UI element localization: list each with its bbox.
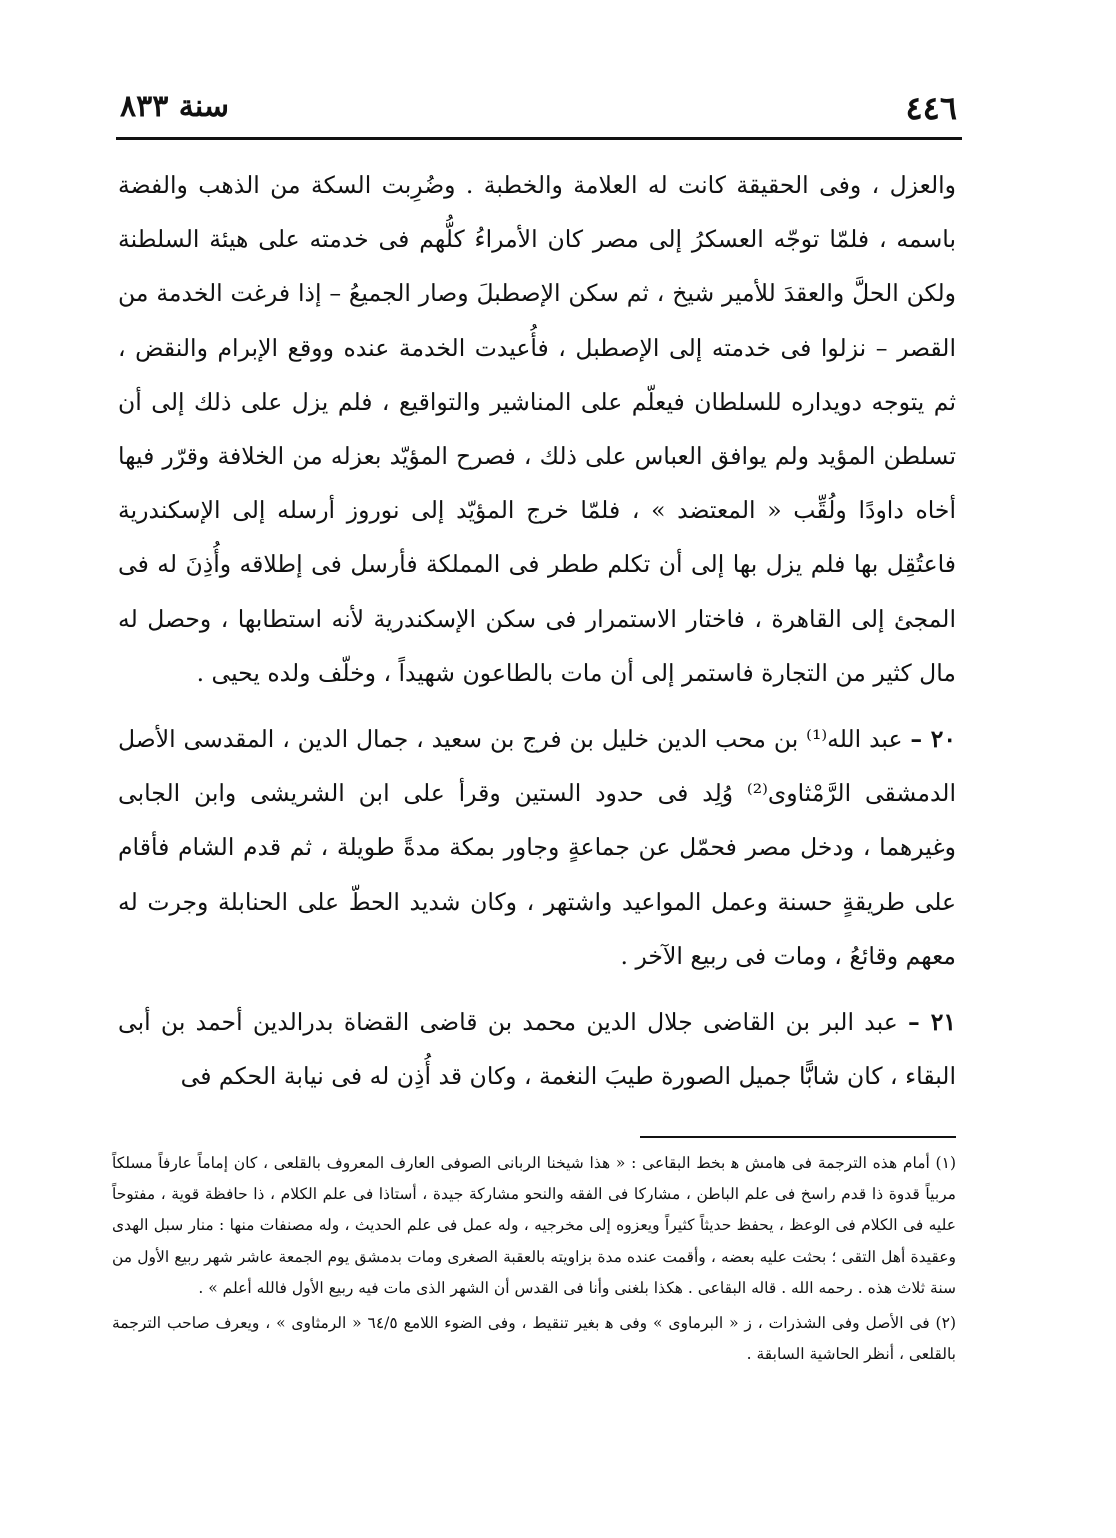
footnote-separator xyxy=(640,1136,956,1138)
page-number: ٤٤٦ xyxy=(905,89,957,127)
page-header xyxy=(116,86,961,130)
entry-number: ٢٠ – xyxy=(910,725,957,754)
paragraph-text: والعزل ، وفى الحقيقة كانت له العلامة والخطبة . وضُرِبت السكة من الذهب والفضة باسمه ، فلمّا توجّه العسكرُ إلى مصر كان الأمراءُ كلُّهم فى خدمته على هيئة السلطنة ولكن الحلَّ والعقدَ للأمير شيخ ، ثم سكن الإصطبلَ وصار الجميعُ – إذا فرغت الخدمة من القصر – نزلوا فى خدمته إلى الإصطبل ، فأُعيدت الخدمة عنده ووقع الإبرام والنقض ، ثم يتوجه دويداره للسلطان فيعلّم على المناشير والتواقيع ، فلم يزل على ذلك إلى أن تسلطن المؤيد ولم يوافق العباس على ذلك ، فصرح المؤيّد بعزله من الخلافة وقرّر فيها أخاه داودًا ولُقِّب « المعتضد » ، فلمّا خرج المؤيّد إلى نوروز أرسله إلى الإسكندرية فاعتُقِل بها فلم يزل بها إلى أن تكلم ططر فى المملكة فأرسل فى إطلاقه وأُذِنَ له فى المجئ إلى القاهرة ، فاختار الاستمرار فى سكن الإسكندرية لأنه استطابها ، وحصل له مال كثير من التجارة فاستمر إلى أن مات بالطاعون شهيداً ، وخلّف ولده يحيى . xyxy=(118,171,956,687)
main-text xyxy=(118,158,956,1103)
footnotes xyxy=(112,1148,956,1370)
entry-paragraph xyxy=(118,712,956,983)
entry-paragraph xyxy=(118,995,956,1103)
running-head-year: سنة ٨٣٣ xyxy=(120,89,230,124)
entry-number: ٢١ – xyxy=(908,1008,956,1037)
footnote: (٢) فى الأصل وفى الشذرات ، ز « البرماوى » وفى ﻫ بغير تنقيط ، وفى الضوء اللامع ٦٤/٥ « الرمثاوى » ، ويعرف صاحب الترجمة بالقلعى ، أنظر الحاشية السابقة . xyxy=(112,1314,956,1364)
footnote: (١) أمام هذه الترجمة فى هامش ﻫ بخط البقاعى : « هذا شيخنا الربانى الصوفى العارف المعروف بالقلعى ، كان إماماً عارفاً مسلكاً مربياً قدوة ذا قدم راسخ فى علم الباطن ، مشاركا فى الفقه والنحو مشاركة جيدة ، أستاذا فى علم الكلام ، ذا حافظة قوية ، مفتوحاً عليه فى الكلام فى الوعظ ، يحفظ حديثاً كثيراً ويعزوه إلى مخرجيه ، وله عمل فى علم الحديث ، وله مصنفات منها : منار سبل الهدى وعقيدة أهل التقى ؛ بحثت عليه بعضه ، وأقمت عنده مدة بزاويته بالعقبة الصغرى ومات بدمشق يوم الجمعة عاشر شهر ربيع الأول من سنة ثلاث هذه . رحمه الله . قاله البقاعى . هكذا بلغنى وأنا فى القدس أن الشهر الذى مات فيه ربيع الأول فالله أعلم » . xyxy=(112,1154,956,1297)
paragraph xyxy=(118,158,956,700)
paragraph-text: عبد البر بن القاضى جلال الدين محمد بن قاضى القضاة بدرالدين أحمد بن أبى البقاء ، كان شابًّا جميل الصورة طيبَ النغمة ، وكان قد أُذِن له فى نيابة الحكم فى xyxy=(118,1008,956,1091)
paragraph-text: عبد الله⁽¹⁾ بن محب الدين خليل بن فرج بن سعيد ، جمال الدين ، المقدسى الأصل الدمشقى الرَّمْثاوى⁽²⁾ وُلِد فى حدود الستين وقرأ على ابن الشريشى وابن الجابى وغيرهما ، ودخل مصر فحمّل عن جماعةٍ وجاور بمكة مدةً طويلة ، ثم قدم الشام فأقام على طريقةٍ حسنة وعمل المواعيد واشتهر ، وكان شديد الحطّ على الحنابلة وجرت له معهم وقائعُ ، ومات فى ربيع الآخر . xyxy=(118,725,956,970)
header-rule xyxy=(116,137,962,140)
